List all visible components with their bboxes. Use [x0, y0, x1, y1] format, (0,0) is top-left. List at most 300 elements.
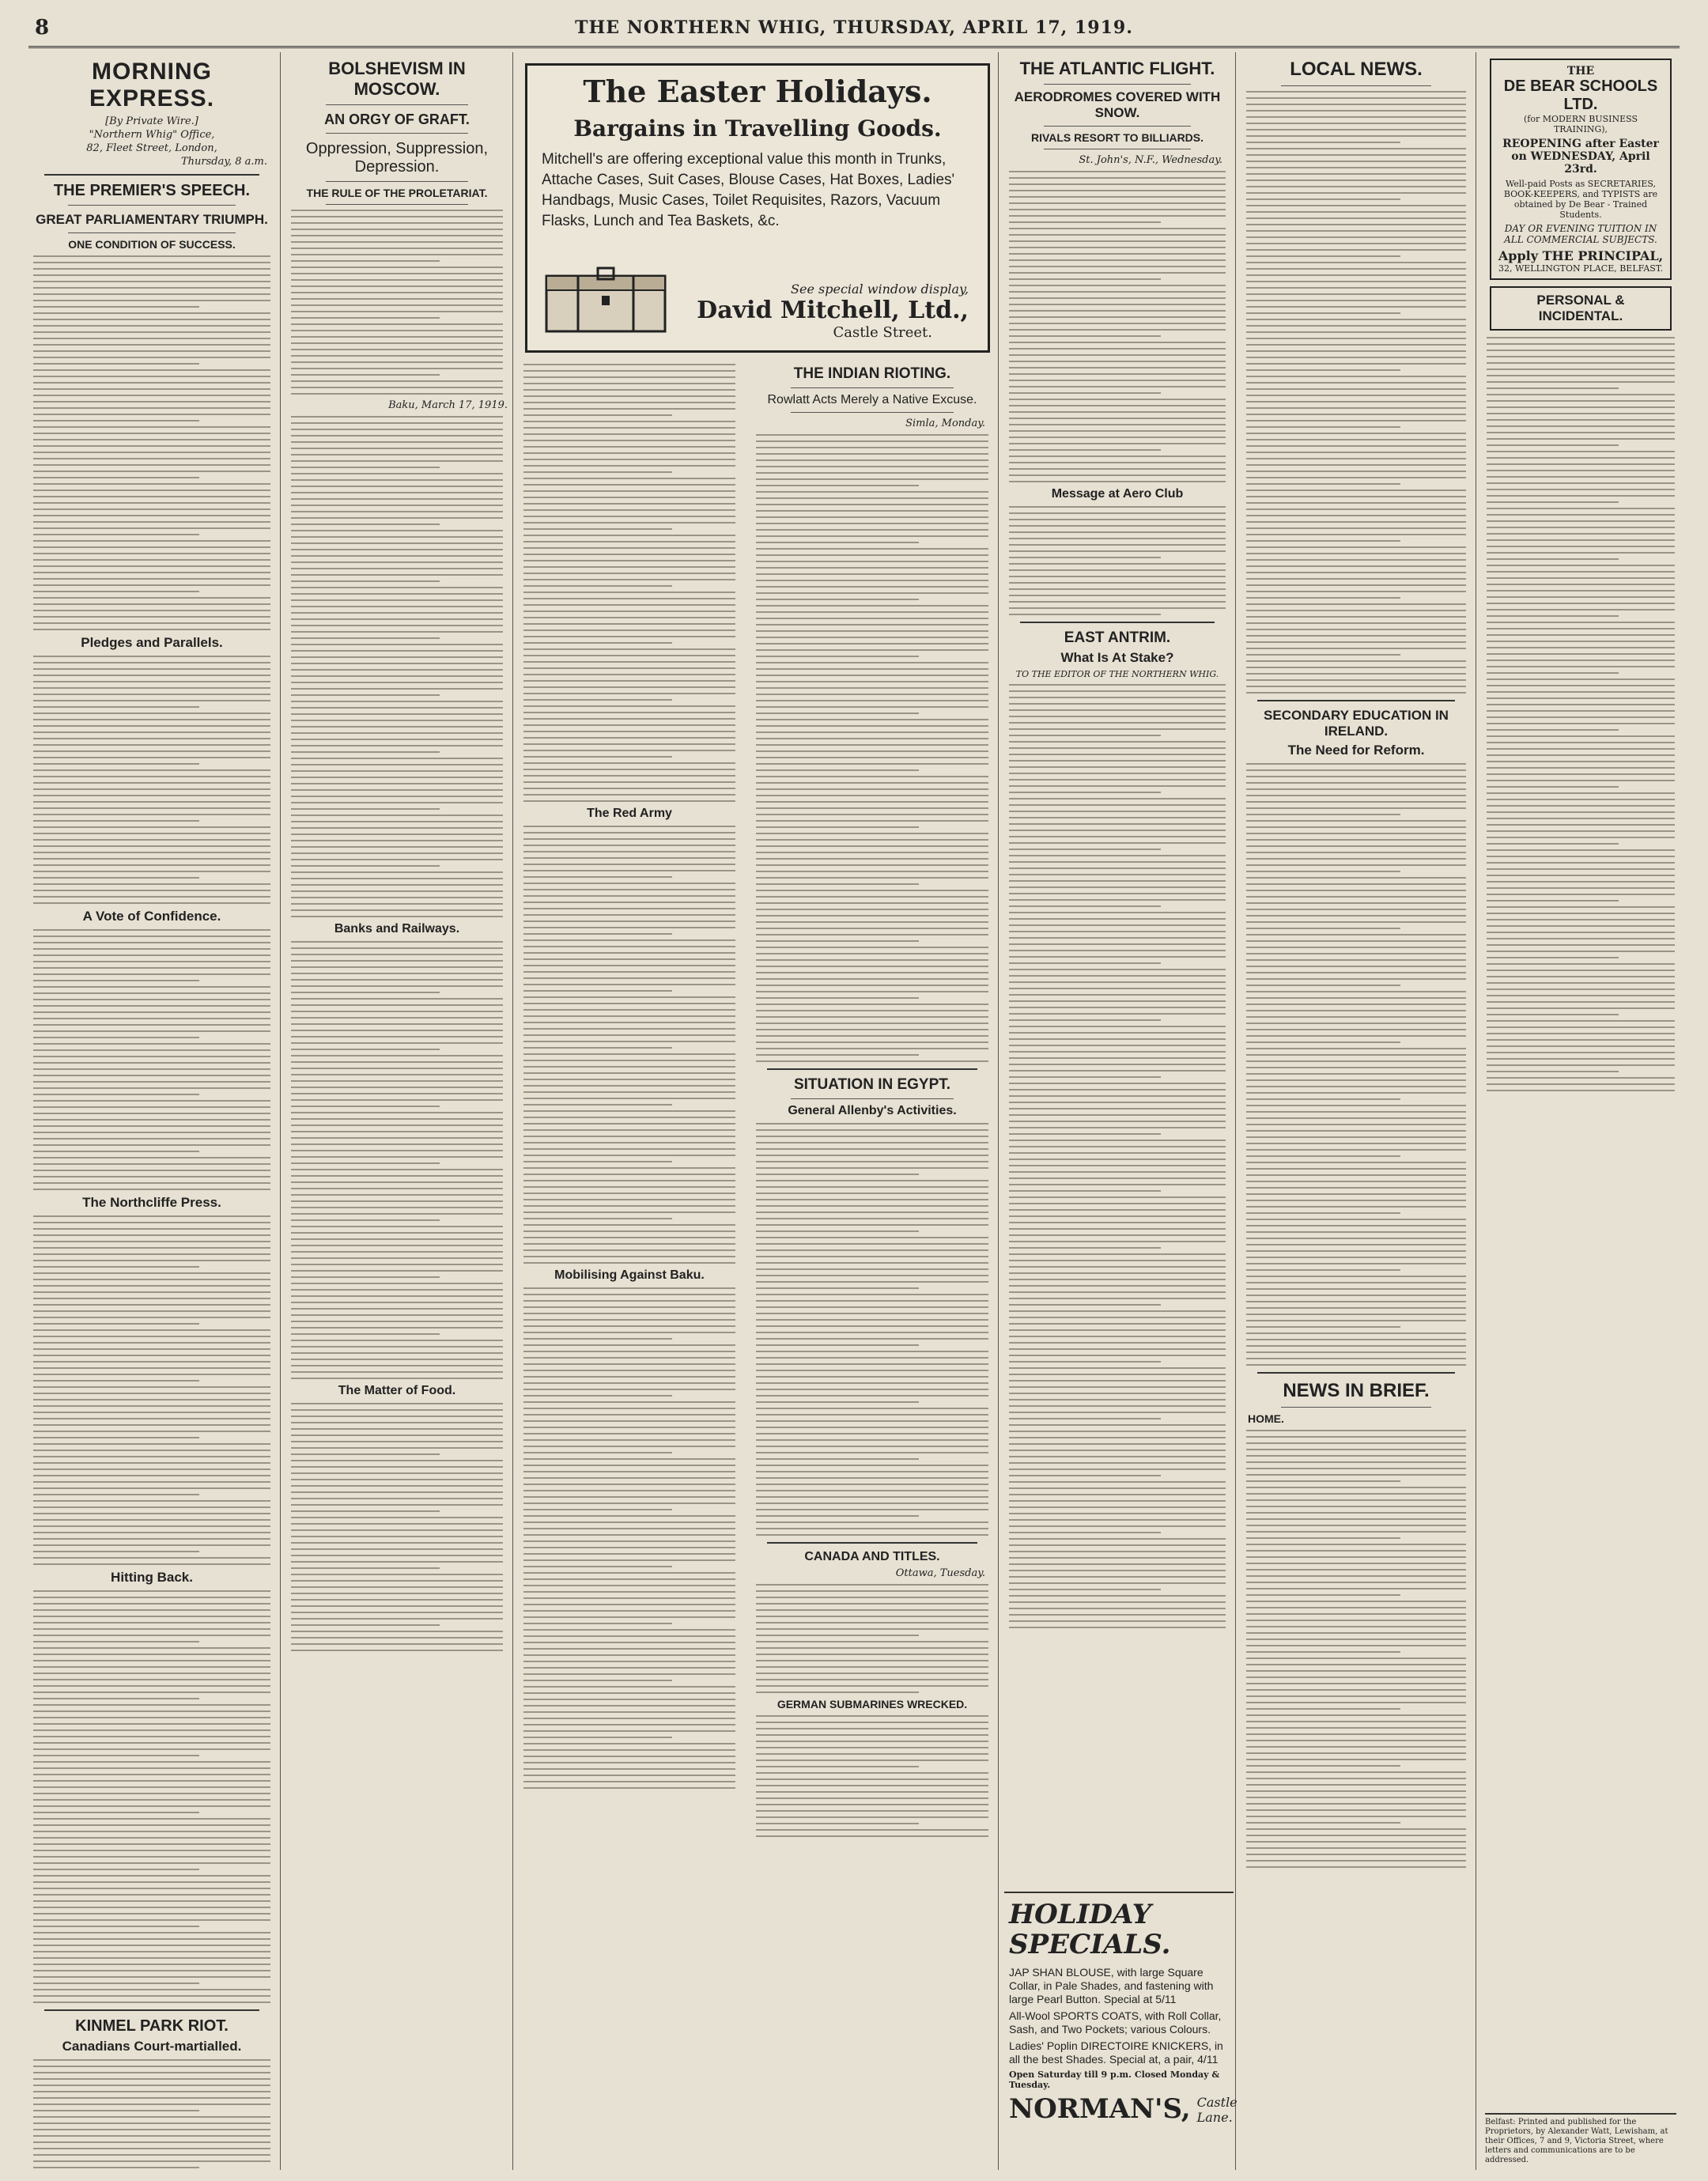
text-line [291, 720, 503, 721]
text-line [1246, 369, 1400, 371]
text-line [1246, 1854, 1466, 1855]
text-line [291, 1219, 440, 1221]
article-heading: EAST ANTRIM. [1064, 629, 1171, 646]
article-heading: THE INDIAN RIOTING. [793, 365, 951, 382]
text-line [1487, 925, 1675, 927]
text-line [33, 1100, 270, 1102]
text-line [756, 504, 988, 505]
text-line [523, 528, 672, 530]
text-line [291, 1466, 503, 1468]
text-line [33, 1386, 270, 1388]
text-line [291, 342, 503, 344]
text-line [756, 788, 988, 790]
text-line [756, 694, 988, 695]
dateline: Simla, Monday. [905, 418, 985, 429]
ad-hours: Open Saturday till 9 p.m. Closed Monday & Tuesday. [1009, 2069, 1220, 2090]
text-line [1009, 1336, 1226, 1337]
text-line [1009, 1051, 1226, 1053]
text-line [756, 1224, 988, 1226]
text-line [523, 731, 735, 732]
text-line [291, 1042, 503, 1044]
text-line [1009, 1348, 1226, 1350]
text-line [1246, 243, 1466, 244]
text-line [291, 1106, 440, 1107]
article-body [33, 1215, 270, 1565]
text-line [756, 801, 988, 803]
text-line [523, 927, 735, 928]
text-line [1246, 489, 1466, 491]
text-line [1487, 1039, 1675, 1041]
text-line [523, 1136, 735, 1137]
text-line [1009, 899, 1226, 901]
text-line [291, 808, 440, 810]
text-line [291, 1434, 503, 1436]
text-line [523, 1420, 735, 1422]
text-line [1009, 684, 1226, 686]
text-line [33, 845, 270, 847]
text-line [523, 724, 735, 726]
text-line [33, 992, 270, 994]
text-line [1009, 962, 1161, 964]
text-line [1009, 1133, 1161, 1135]
text-line [1246, 1117, 1466, 1119]
text-line [1246, 603, 1466, 605]
text-line [291, 1080, 503, 1082]
text-line [1009, 595, 1226, 596]
text-line [1246, 180, 1466, 181]
text-line [756, 459, 988, 461]
text-line [1246, 928, 1400, 929]
text-line [756, 978, 988, 980]
text-line [1246, 1550, 1466, 1552]
text-line [291, 1036, 503, 1038]
text-line [33, 464, 270, 466]
text-line [756, 1609, 988, 1611]
text-line [1009, 538, 1226, 539]
text-line [33, 1679, 270, 1680]
text-line [1009, 1399, 1226, 1400]
text-line [1246, 692, 1466, 694]
text-line [756, 611, 988, 613]
text-line [1009, 1203, 1226, 1204]
text-line [291, 846, 503, 848]
text-line [33, 1666, 270, 1668]
text-line [33, 1018, 270, 1019]
text-line [33, 319, 270, 320]
text-line [523, 376, 735, 378]
text-line [33, 1818, 270, 1820]
text-line [1246, 635, 1466, 637]
text-line [1487, 944, 1675, 946]
text-line [756, 1791, 988, 1793]
text-line [291, 1378, 503, 1379]
text-line [756, 1408, 988, 1409]
text-line [1009, 703, 1226, 705]
text-line [1246, 249, 1466, 251]
text-line [1246, 1231, 1466, 1233]
text-line [756, 1534, 988, 1536]
ad-body: Mitchell's are offering exceptional value this month in Trunks, Attache Cases, Suit Cases, Blouse Cases, Hat Boxes, Ladies' Handbags, Music Cases, Toilet Requisites, Razors, Vacuum Flasks, Lunch and Tea Baskets, &c. [542, 151, 955, 229]
text-line [523, 1389, 735, 1390]
text-line [1246, 1822, 1400, 1824]
text-line [756, 1363, 988, 1365]
text-line [33, 1272, 270, 1274]
text-line [33, 1786, 270, 1788]
text-line [756, 1395, 988, 1397]
article-body [523, 826, 735, 1264]
text-line [291, 941, 503, 943]
text-line [756, 1823, 919, 1824]
text-line [523, 1193, 735, 1194]
article-body [1246, 91, 1466, 694]
text-line [33, 1304, 270, 1306]
text-line [1009, 1462, 1226, 1464]
text-line [523, 1155, 735, 1156]
text-line [523, 389, 735, 391]
text-line [33, 395, 270, 396]
text-line [1009, 1260, 1226, 1261]
text-line [1246, 572, 1466, 573]
text-line [1246, 420, 1466, 421]
text-line [756, 1344, 919, 1346]
text-line [1487, 824, 1675, 826]
text-line [1487, 432, 1675, 433]
text-line [756, 921, 988, 923]
text-line [1009, 348, 1226, 350]
text-line [1487, 356, 1675, 357]
text-line [756, 1161, 988, 1162]
text-line [523, 1041, 735, 1042]
article-subheading: The Northcliffe Press. [82, 1195, 221, 1210]
text-line [33, 1094, 199, 1095]
ad-brand: NORMAN'S, [1009, 2093, 1191, 2125]
text-line [1246, 401, 1466, 403]
text-line [1246, 1244, 1466, 1245]
text-line [756, 637, 988, 638]
text-line [291, 1162, 440, 1164]
text-line [1246, 597, 1400, 599]
text-line [1246, 947, 1466, 948]
text-line [523, 1174, 735, 1175]
text-line [756, 1148, 988, 1150]
text-line [523, 857, 735, 859]
text-line [1246, 1487, 1466, 1488]
text-line [33, 1144, 270, 1146]
text-line [291, 336, 503, 338]
text-line [523, 1490, 735, 1491]
article-body [756, 1715, 988, 1837]
text-line [523, 579, 735, 580]
text-line [1246, 274, 1466, 276]
text-line [1246, 1282, 1466, 1283]
text-line [756, 1401, 919, 1403]
text-line [33, 713, 270, 714]
text-line [1009, 716, 1226, 717]
text-line [33, 1125, 270, 1127]
text-line [291, 1295, 503, 1297]
text-line [1487, 337, 1675, 338]
text-line [1246, 1029, 1466, 1030]
text-line [1487, 875, 1675, 876]
text-line [33, 401, 270, 403]
text-line [1246, 1752, 1466, 1754]
text-line [1009, 506, 1226, 508]
text-line [33, 363, 199, 365]
text-line [1009, 1355, 1226, 1356]
text-line [1009, 588, 1226, 590]
text-line [523, 1091, 735, 1093]
text-line [291, 1169, 503, 1170]
text-line [756, 497, 988, 499]
text-line [33, 2104, 270, 2105]
text-line [1009, 278, 1161, 280]
text-line [523, 1110, 735, 1112]
text-line [1009, 1121, 1226, 1122]
text-line [33, 274, 270, 276]
text-line [523, 889, 735, 890]
text-line [523, 516, 735, 517]
text-line [1246, 610, 1466, 611]
text-line [291, 878, 503, 879]
ad-title: DE BEAR SCHOOLS LTD. [1503, 77, 1658, 113]
text-line [1009, 924, 1226, 926]
text-line [523, 1477, 735, 1479]
text-line [523, 971, 735, 973]
text-line [291, 903, 503, 905]
text-line [1246, 1016, 1466, 1018]
text-line [756, 1490, 988, 1491]
text-line [523, 1629, 735, 1631]
text-line [523, 623, 735, 625]
text-line [1246, 1181, 1466, 1182]
text-line [1487, 837, 1675, 838]
text-line [1246, 521, 1466, 523]
text-line [1246, 934, 1466, 936]
text-line [291, 1276, 440, 1278]
text-line [523, 1787, 735, 1789]
text-line [33, 578, 270, 580]
text-line [1487, 565, 1675, 566]
text-line [756, 630, 988, 632]
text-line [291, 530, 503, 531]
newspaper-page [28, 11, 1680, 2170]
text-line [756, 1766, 919, 1767]
text-line [756, 599, 919, 600]
text-line [523, 699, 672, 701]
text-line [523, 781, 735, 783]
text-line [1487, 641, 1675, 642]
text-line [1487, 546, 1675, 547]
text-line [291, 1156, 503, 1158]
text-line [523, 610, 735, 612]
text-line [1009, 310, 1226, 312]
text-line [291, 323, 503, 325]
text-line [1246, 1778, 1466, 1779]
text-line [1009, 266, 1226, 267]
text-line [291, 656, 503, 658]
text-line [523, 1446, 735, 1447]
text-line [523, 1098, 735, 1099]
text-line [756, 1722, 988, 1723]
text-line [1487, 343, 1675, 345]
text-line [291, 1314, 503, 1316]
text-line [33, 1888, 270, 1889]
text-line [1246, 262, 1466, 263]
text-line [33, 426, 270, 428]
text-line [1246, 966, 1466, 967]
text-line [291, 694, 440, 696]
text-line [1246, 654, 1400, 656]
text-line [1009, 272, 1226, 274]
text-line [1009, 1582, 1226, 1584]
text-line [1487, 754, 1675, 756]
text-line [523, 1578, 735, 1580]
text-line [756, 1338, 988, 1340]
text-line [523, 655, 735, 656]
text-line [33, 948, 270, 950]
text-line [1246, 534, 1466, 535]
text-line [1009, 550, 1226, 552]
text-line [523, 1433, 735, 1434]
text-line [1487, 995, 1675, 996]
text-line [523, 826, 735, 827]
text-line [33, 706, 199, 708]
text-line [291, 429, 503, 430]
text-line [291, 235, 503, 236]
imprint: Belfast: Printed and published for the Proprietors, by Alexander Watt, Lewisham, at their Offices, 7 and 9, Victoria Street, where letters and communications are to be addressed. [1485, 2113, 1676, 2165]
text-line [1009, 557, 1161, 558]
text-line [1009, 855, 1226, 856]
text-line [523, 1521, 735, 1523]
text-line [1009, 1064, 1226, 1065]
text-line [33, 1298, 270, 1299]
text-line [1246, 1620, 1466, 1621]
text-line [1009, 329, 1226, 331]
text-line [33, 1450, 270, 1451]
column-rule [1235, 52, 1236, 2170]
article-subheading: What Is At Stake? [1060, 650, 1174, 665]
text-line [33, 896, 270, 898]
text-line [1009, 316, 1226, 318]
text-line [291, 992, 440, 993]
column-personal [1482, 52, 1680, 2170]
text-line [756, 1816, 988, 1818]
text-line [756, 738, 988, 739]
text-line [756, 1414, 988, 1416]
article-body [1246, 1430, 1466, 1868]
text-line [1487, 1014, 1619, 1015]
text-line [1487, 697, 1675, 699]
text-line [523, 465, 735, 467]
text-line [1246, 1512, 1466, 1514]
text-line [1009, 1076, 1161, 1078]
text-line [756, 668, 988, 670]
text-line [33, 1717, 270, 1718]
text-line [1246, 1130, 1466, 1132]
text-line [1246, 344, 1466, 346]
text-line [33, 1609, 270, 1611]
text-line [33, 382, 270, 384]
text-line [291, 1529, 503, 1531]
text-line [1246, 135, 1466, 137]
text-line [523, 1313, 735, 1314]
text-line [1246, 909, 1466, 910]
text-line [1246, 502, 1466, 504]
text-line [1009, 861, 1226, 863]
text-line [33, 980, 199, 981]
article-subheading: Message at Aero Club [1051, 487, 1184, 501]
text-line [1487, 577, 1675, 579]
text-line [1246, 1537, 1400, 1539]
text-line [523, 1382, 735, 1384]
text-line [1246, 205, 1466, 206]
text-line [756, 567, 988, 569]
text-line [33, 553, 270, 554]
text-line [33, 1862, 270, 1864]
text-line [523, 883, 735, 884]
text-line [523, 1711, 735, 1713]
masthead [28, 11, 1680, 48]
text-line [523, 1180, 735, 1181]
text-line [523, 592, 735, 593]
text-line [33, 1538, 270, 1540]
text-line [756, 1010, 988, 1011]
text-line [33, 572, 270, 573]
text-line [1246, 578, 1466, 580]
text-line [1009, 1285, 1226, 1287]
text-line [1009, 234, 1226, 236]
text-line [756, 782, 988, 784]
text-line [756, 491, 988, 493]
text-line [1246, 1193, 1466, 1195]
text-line [756, 466, 988, 467]
text-line [1487, 350, 1675, 351]
text-line [33, 2110, 199, 2111]
text-line [1487, 482, 1675, 484]
text-line [33, 502, 270, 504]
text-line [291, 770, 503, 772]
text-line [291, 1017, 503, 1019]
text-line [33, 1475, 270, 1476]
text-line [291, 897, 503, 898]
text-line [1246, 1111, 1466, 1113]
text-line [1246, 679, 1466, 681]
text-line [1246, 167, 1466, 168]
text-line [523, 952, 735, 954]
text-line [523, 674, 735, 675]
text-line [33, 1761, 270, 1763]
ad-title: HOLIDAY SPECIALS. [1009, 1899, 1171, 1960]
text-line [756, 1673, 988, 1674]
text-line [33, 1037, 199, 1038]
text-line [33, 1660, 270, 1661]
text-line [1487, 932, 1675, 933]
text-line [291, 840, 503, 841]
text-line [1487, 425, 1675, 427]
text-line [1487, 963, 1675, 965]
article-body [291, 941, 503, 1379]
text-line [1246, 845, 1466, 847]
text-line [291, 1605, 503, 1607]
text-line [1246, 1847, 1466, 1849]
text-line [756, 1692, 919, 1693]
text-line [1246, 1257, 1466, 1258]
text-line [1009, 1418, 1161, 1419]
text-line [1246, 1276, 1466, 1277]
text-line [33, 1468, 270, 1470]
text-line [756, 795, 988, 796]
text-line [1246, 660, 1466, 662]
